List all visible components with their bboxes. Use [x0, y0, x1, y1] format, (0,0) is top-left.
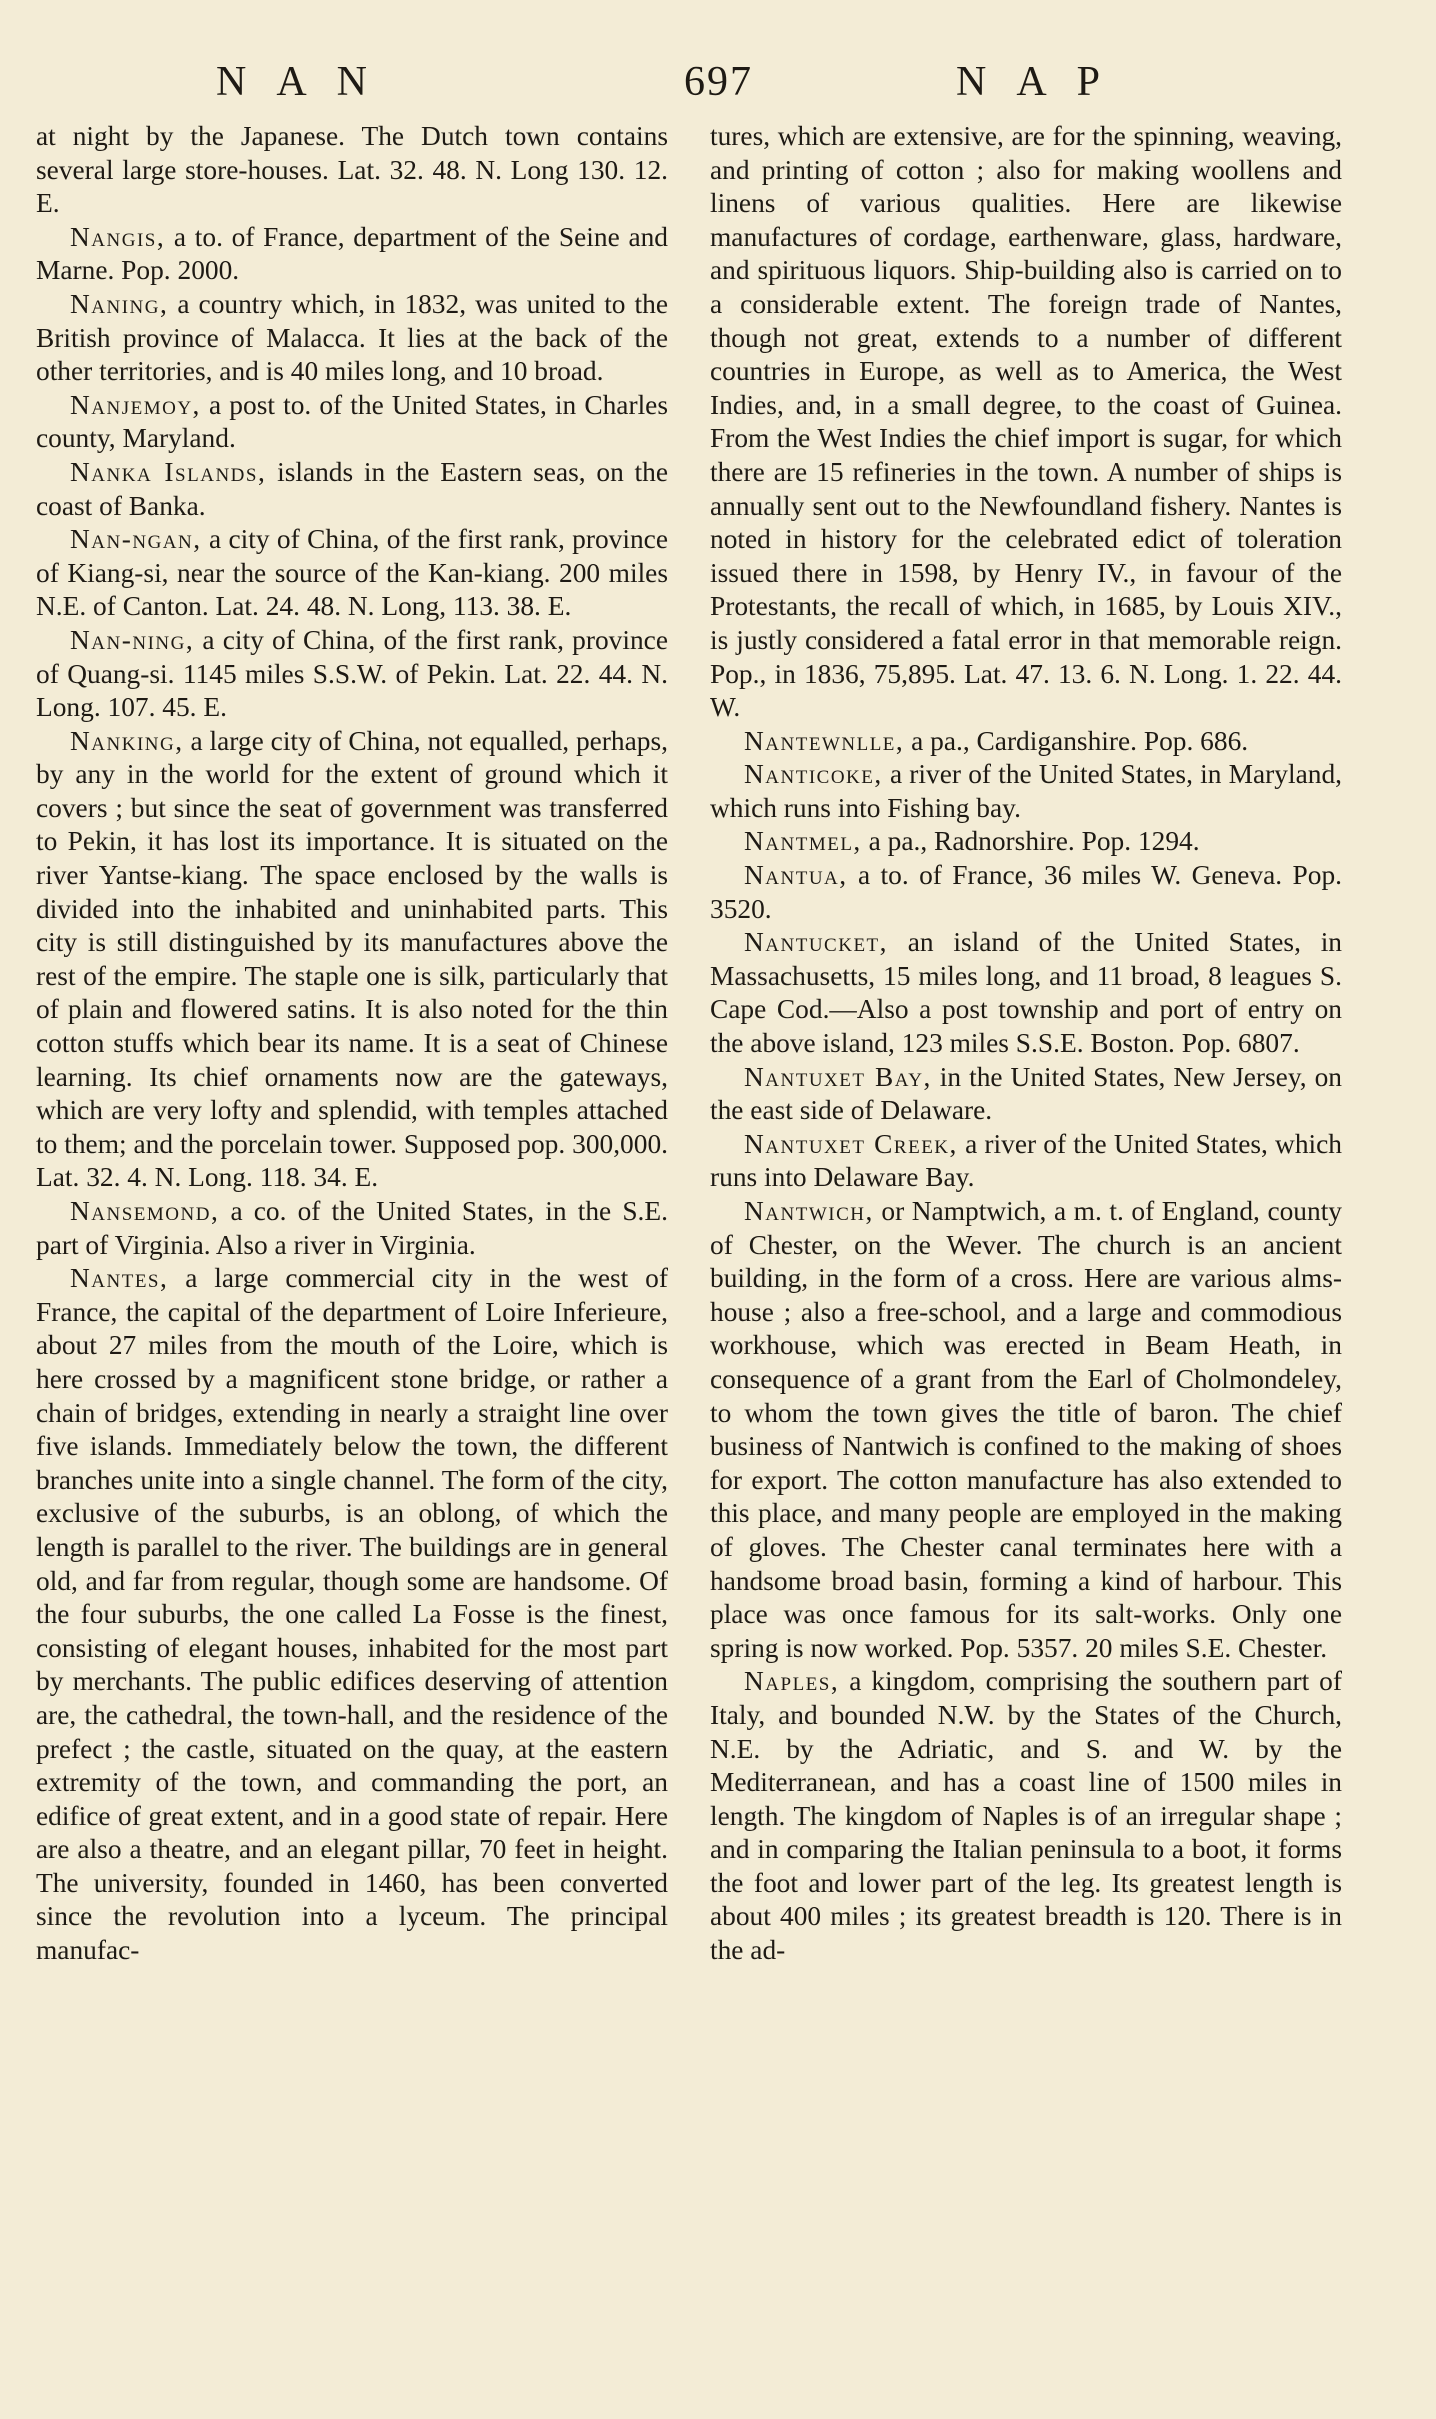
entry-headword: Nanticoke,: [744, 759, 883, 790]
entry-headword: Nantwich,: [744, 1196, 874, 1226]
entry-headword: Nansemond,: [70, 1196, 220, 1226]
entry-headword: Nantewnlle,: [744, 725, 905, 756]
entry-text: in the United States, New Jersey, on the east side of Delaware.: [710, 1061, 1342, 1126]
entry: [36, 389, 668, 456]
entry-headword: Nantucket,: [744, 927, 889, 958]
entry-text: a co. of the United States, in the S.E. part of Virginia. Also a river in Virginia.: [36, 1196, 668, 1260]
entry: [710, 1061, 1342, 1128]
entry-text: tures, which are extensive, are for the spinning, weaving, and printing of cotton ; also for making woollens and linens of various qualities. Here are likewise manufactures of cordage, earthenware, glass, hardware, and spirituous liquors. Ship-building also is carried on to a considerable extent. The foreign trade of Nantes, though not great, extends to a number of different countries in Europe, as well as to America, the West Indies, and, in a small degree, to the coast of Guinea. From the West Indies the chief import is sugar, for which there are 15 refineries in the town. A number of ships is annually sent out to the Newfoundland fishery. Nantes is noted in history for the celebrated edict of toleration issued there in 1598, by Henry IV., in favour of the Protestants, the recall of which, in 1685, by Louis XIV., is justly considered a fatal error in that memorable reign. Pop., in 1836, 75,895. Lat. 47. 13. 6. N. Long. 1. 22. 44. W.: [710, 121, 1342, 723]
entry: [36, 523, 668, 624]
entry-text: at night by the Japanese. The Dutch town contains several large store-houses. Lat. 32. 48. N. Long 130. 12. E.: [36, 121, 668, 219]
entry-text: a city of China, of the first rank, province of Quang-si. 1145 miles S.S.W. of Pekin. Lat. 22. 44. N. Long. 107. 45. E.: [36, 624, 668, 723]
entry: [710, 1195, 1342, 1665]
entry-text: a large city of China, not equalled, perhaps, by any in the world for the extent of ground which it covers ; but since the seat of government was transferred to Pekin, it has lost its importance. It is situated on the river Yantse-kiang. The space enclosed by the walls is divided into the inhabited and uninhabited parts. This city is still distinguished by its manufactures above the rest of the empire. The staple one is silk, particularly that of plain and flowered satins. It is also noted for the thin cotton stuffs which bear its name. It is a seat of Chinese learning. Its chief ornaments now are the gateways, which are very lofty and splendid, with temples attached to them; and the porcelain tower. Supposed pop. 300,000. Lat. 32. 4. N. Long. 118. 34. E.: [36, 725, 668, 1193]
entry: [36, 725, 668, 1195]
entry-text: a kingdom, comprising the southern part of Italy, and bounded N.W. by the States of the Church, N.E. by the Adriatic, and S. and W. by the Mediterranean, and has a coast line of 1500 miles in length. The kingdom of Naples is of an irregular shape ; and in comparing the Italian peninsula to a boot, it forms the foot and lower part of the leg. Its greatest length is about 400 miles ; its greatest breadth is 120. There is in the ad-: [710, 1666, 1342, 1966]
entry-headword: Nanka Islands,: [70, 456, 267, 487]
entry-headword: Nantes,: [70, 1263, 169, 1294]
entry-headword: Nantua,: [744, 860, 848, 891]
entry-text: a river of the United States, which runs into Delaware Bay.: [710, 1128, 1342, 1193]
entry-text: a pa., Radnorshire. Pop. 1294.: [861, 826, 1200, 857]
entry-headword: Nantuxet Creek,: [744, 1128, 958, 1159]
entry-headword: Naning,: [70, 288, 169, 319]
left-column: [36, 120, 668, 1968]
entry: [710, 859, 1342, 926]
entry-text: or Namptwich, a m. t. of England, county of Chester, on the Wever. The church is an ancient building, in the form of a cross. Here are various alms-house ; also a free-school, and a large and commodious workhouse, which was erected in Beam Heath, in consequence of a grant from the Earl of Cholmondeley, to whom the town gives the title of baron. The chief business of Nantwich is confined to the making of shoes for export. The cotton manufacture has also extended to this place, and many people are employed in the making of gloves. The Chester canal terminates here with a handsome broad basin, forming a kind of harbour. This place was once famous for its salt-works. Only one spring is now worked. Pop. 5357. 20 miles S.E. Chester.: [710, 1196, 1342, 1663]
entry: [710, 825, 1342, 859]
entry-text: a to. of France, 36 miles W. Geneva. Pop. 3520.: [710, 860, 1342, 924]
entry-headword: Nanjemoy,: [70, 389, 201, 420]
entry: [36, 1262, 668, 1967]
header-right-guide-word: NAP: [956, 59, 1131, 105]
entry-headword: Nangis,: [70, 221, 166, 252]
entry: [710, 926, 1342, 1060]
entry-text: islands in the Eastern seas, on the coast of Banka.: [36, 456, 668, 521]
entry: [710, 1665, 1342, 1967]
header-left-guide-word: NAN: [216, 59, 397, 105]
running-header: [36, 54, 1364, 110]
entry-text: a pa., Cardiganshire. Pop. 686.: [904, 725, 1249, 756]
entry-text: an island of the United States, in Massachusetts, 15 miles long, and 11 broad, 8 leagues S. Cape Cod.—Also a post township and port of entry on the above island, 123 miles S.S.E. Boston. Pop. 6807.: [710, 927, 1342, 1059]
entry-text: a country which, in 1832, was united to the British province of Malacca. It lies at the back of the other territories, and is 40 miles long, and 10 broad.: [36, 288, 668, 387]
entry-text: a post to. of the United States, in Charles county, Maryland.: [36, 389, 668, 454]
entry: [710, 758, 1342, 825]
entry-headword: Naples,: [744, 1666, 840, 1697]
entry: [36, 456, 668, 523]
entry-text: a to. of France, department of the Seine and Marne. Pop. 2000.: [36, 221, 668, 286]
entry-headword: Nan-ning,: [70, 624, 195, 655]
entry-headword: Nantmel,: [744, 826, 862, 857]
entry: [36, 1195, 668, 1262]
entry-text: a large commercial city in the west of France, the capital of the department of Loire Inferieure, about 27 miles from the mouth of the Loire, which is here crossed by a magnificent stone bridge, or rather a chain of bridges, extending in nearly a straight line over five islands. Immediately below the town, the different branches unite into a single channel. The form of the city, exclusive of the suburbs, is an oblong, of which the length is parallel to the river. The buildings are in general old, and far from regular, though some are handsome. Of the four suburbs, the one called La Fosse is the finest, consisting of elegant houses, inhabited for the most part by merchants. The public edifices deserving of attention are, the cathedral, the town-hall, and the residence of the prefect ; the castle, situated on the quay, at the eastern extremity of the town, and commanding the port, an edifice of great extent, and in a good state of repair. Here are also a theatre, and an elegant pillar, 70 feet in height. The university, founded in 1460, has been converted since the revolution into a lyceum. The principal manufac-: [36, 1263, 668, 1966]
entry: [36, 120, 668, 221]
entry-text: a city of China, of the first rank, province of Kiang-si, near the source of the Kan-kiang. 200 miles N.E. of Canton. Lat. 24. 48. N. Long, 113. 38. E.: [36, 524, 668, 622]
entry: [36, 221, 668, 288]
entry: [710, 1128, 1342, 1195]
page-number: 697: [684, 59, 753, 105]
entry-text: a river of the United States, in Maryland, which runs into Fishing bay.: [710, 759, 1342, 823]
entry: [36, 624, 668, 725]
entry-headword: Nantuxet Bay,: [744, 1061, 932, 1092]
entry: [36, 288, 668, 389]
entry-headword: Nanking,: [70, 725, 184, 756]
entry: [710, 725, 1342, 759]
entry-headword: Nan-ngan,: [70, 524, 202, 555]
entry: [710, 120, 1342, 725]
right-column: [710, 120, 1342, 1968]
